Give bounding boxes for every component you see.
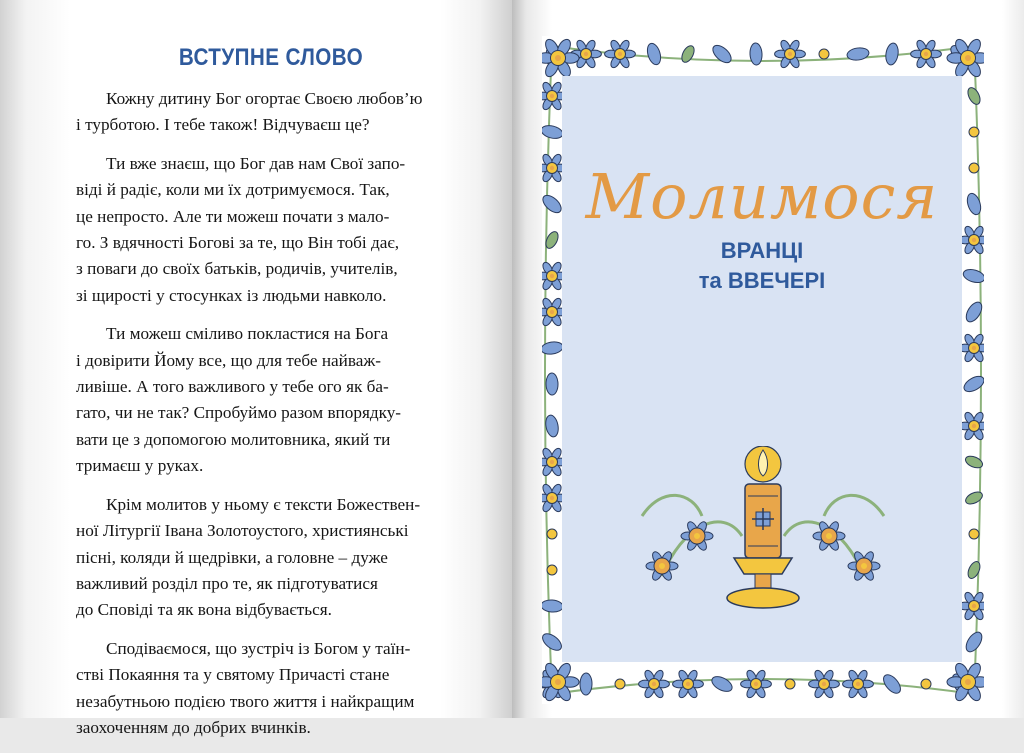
text-line: зі щирості у стосунках із людьми навколо. — [76, 285, 387, 305]
intro-text — [76, 86, 468, 753]
text-line: і турботою. І тебе також! Відчуваєш це? — [76, 115, 370, 135]
text-line: ної Літургії Івана Золотоустого, християнські — [76, 521, 409, 541]
text-line: Ти вже знаєш, що Бог дав нам Свої запо- — [106, 153, 406, 173]
page-heading: ВСТУПНЕ СЛОВО — [178, 44, 364, 71]
text-line: пісні, коляди й щедрівки, а головне – дуже — [76, 547, 388, 567]
cover-subtitle — [642, 236, 882, 296]
text-line: незабутньою подією твого життя і найкращим — [76, 691, 415, 711]
text-line: Кожну дитину Бог огортає Своєю любов’ю — [106, 89, 423, 108]
cover-page — [542, 36, 984, 704]
left-page — [0, 0, 512, 737]
text-line: Ти можеш сміливо покластися на Бога — [106, 324, 389, 344]
text-line: важливий розділ про те, як підготуватися — [76, 573, 378, 593]
text-line: стві Покаяння та у святому Причасті стане — [76, 665, 390, 685]
text-line: до Сповіді та як вона відбувається. — [76, 600, 332, 620]
paragraph — [76, 492, 468, 624]
text-line: це непросто. Але ти можеш почати з мало- — [76, 206, 390, 226]
text-line: го. З вдячності Богові за те, що Він тобі дає, — [76, 233, 400, 253]
paragraph — [76, 636, 468, 742]
cover-title: Молимося — [585, 160, 939, 233]
text-line: заохоченням до добрих вчинків. — [76, 717, 311, 737]
text-line: ливіше. А того важливого у тебе ого як ба- — [76, 377, 389, 397]
subtitle-line-1: ВРАНЦІ — [720, 238, 804, 263]
text-line: вати це з допомогою молитовника, який ти — [76, 429, 391, 449]
text-line: гато, чи не так? Спробуймо разом впорядку- — [76, 403, 402, 423]
text-line: Крім молитов у ньому є тексти Божествен- — [106, 494, 421, 514]
text-line: Сподіваємося, що зустріч із Богом у таїн- — [106, 638, 411, 658]
paragraph — [76, 151, 468, 309]
text-line: з поваги до своїх батьків, родичів, учителів, — [76, 259, 398, 279]
candle-illustration — [622, 446, 904, 616]
subtitle-line-2: та ВВЕЧЕРІ — [698, 268, 826, 293]
text-line: віді й радіє, коли ми їх дотримуємося. Так, — [76, 180, 390, 200]
text-line: тримаєш у руках. — [76, 456, 204, 476]
paragraph — [76, 321, 468, 479]
paragraph — [76, 86, 468, 139]
text-line: і довірити Йому все, що для тебе найваж- — [76, 350, 381, 370]
